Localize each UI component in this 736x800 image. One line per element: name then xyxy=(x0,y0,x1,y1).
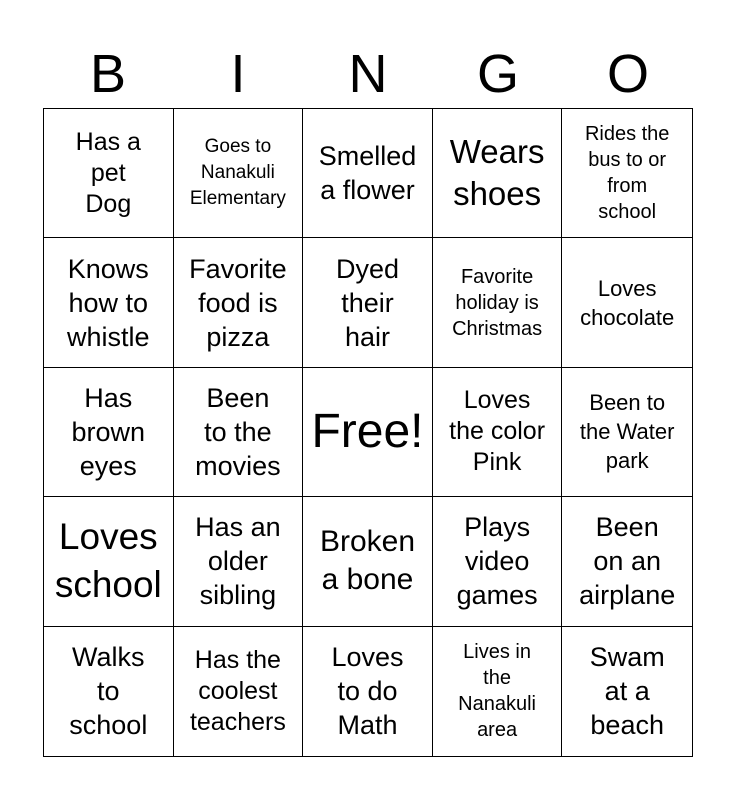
free-space-text: Free! xyxy=(311,404,424,458)
bingo-cell[interactable] xyxy=(44,368,174,497)
cell-text: Loves chocolate xyxy=(580,275,675,330)
header-letter-b: B xyxy=(89,44,127,104)
cell-text: Loves to do Math xyxy=(331,642,404,741)
cell-text: Smelled a flower xyxy=(318,141,417,206)
cell-text: Loves the color Pink xyxy=(449,386,546,477)
bingo-cell[interactable] xyxy=(562,109,692,238)
bingo-cell[interactable] xyxy=(44,497,174,626)
cell-text: Loves school xyxy=(54,516,162,606)
cell-text: Dyed their hair xyxy=(335,253,399,352)
bingo-cell[interactable] xyxy=(174,627,304,756)
bingo-header xyxy=(43,40,693,108)
bingo-cell[interactable] xyxy=(303,627,433,756)
bingo-cell[interactable] xyxy=(433,627,563,756)
bingo-cell[interactable] xyxy=(562,497,692,626)
bingo-cell[interactable] xyxy=(562,368,692,497)
bingo-cell[interactable] xyxy=(44,238,174,367)
bingo-cell[interactable] xyxy=(174,238,304,367)
cell-text: Has brown eyes xyxy=(71,382,146,481)
bingo-cell[interactable] xyxy=(303,497,433,626)
bingo-cell[interactable] xyxy=(433,368,563,497)
bingo-cell[interactable] xyxy=(433,238,563,367)
bingo-cell[interactable] xyxy=(303,238,433,367)
header-letter-g: G xyxy=(476,44,519,104)
cell-text: Has an older sibling xyxy=(195,512,281,611)
cell-text: Been to the Water park xyxy=(579,390,675,474)
cell-text: Swam at a beach xyxy=(589,642,665,741)
cell-text: Plays video games xyxy=(456,512,538,611)
bingo-board xyxy=(43,108,693,757)
bingo-cell[interactable] xyxy=(44,627,174,756)
cell-text: Lives in the Nanakuli area xyxy=(458,641,536,742)
bingo-cell[interactable] xyxy=(174,497,304,626)
bingo-cell[interactable] xyxy=(433,109,563,238)
cell-text: Has a pet Dog xyxy=(75,127,141,218)
header-letter-n: N xyxy=(348,44,388,104)
header-letter-i: I xyxy=(230,44,246,104)
cell-text: Wears shoes xyxy=(449,133,545,213)
cell-text: Broken a bone xyxy=(319,525,416,597)
cell-text: Favorite holiday is Christmas xyxy=(452,265,543,340)
cell-text: Been on an airplane xyxy=(579,512,676,611)
bingo-cell[interactable] xyxy=(174,109,304,238)
cell-text: Has the coolest teachers xyxy=(189,645,286,736)
cell-text: Knows how to whistle xyxy=(67,253,150,352)
bingo-cell[interactable] xyxy=(562,627,692,756)
free-space-cell[interactable] xyxy=(303,368,433,497)
bingo-cell[interactable] xyxy=(562,238,692,367)
cell-text: Walks to school xyxy=(69,642,148,741)
bingo-cell[interactable] xyxy=(174,368,304,497)
header-letter-o: O xyxy=(606,44,649,104)
cell-text: Been to the movies xyxy=(195,382,281,481)
bingo-cell[interactable] xyxy=(303,109,433,238)
cell-text: Goes to Nanakuli Elementary xyxy=(189,136,286,210)
bingo-cell[interactable] xyxy=(433,497,563,626)
bingo-cell[interactable] xyxy=(44,109,174,238)
cell-text: Rides the bus to or from school xyxy=(584,123,670,224)
cell-text: Favorite food is pizza xyxy=(189,253,287,352)
